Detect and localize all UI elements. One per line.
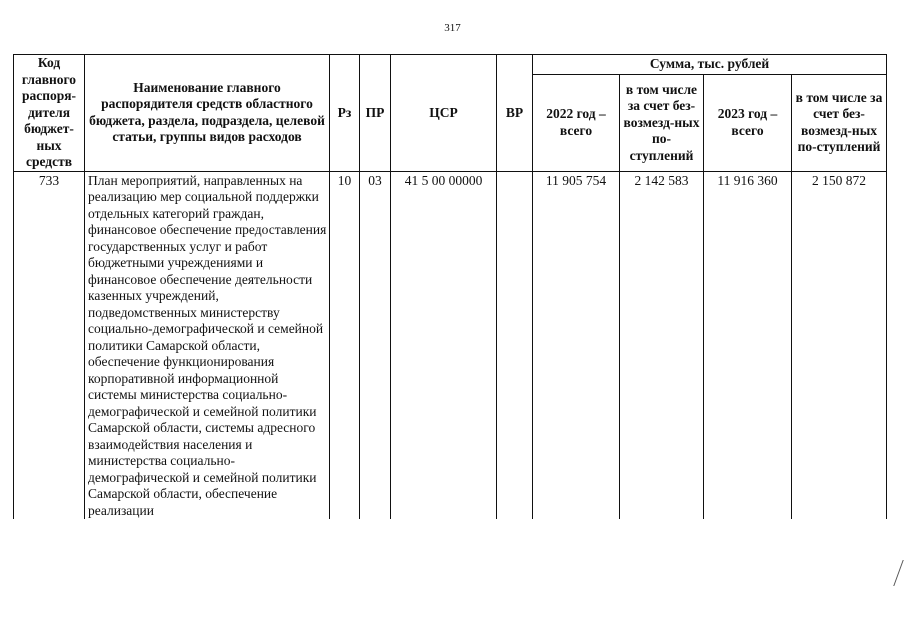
header-row-top (14, 55, 887, 75)
cell-2023-total: 11 916 360 (704, 171, 792, 519)
header-summa: Сумма, тыс. рублей (533, 55, 887, 75)
cell-pr: 03 (360, 171, 391, 519)
budget-table (13, 54, 887, 519)
cell-name: План мероприятий, направленных на реализацию мер социальной поддержки отдельных категорий граждан, финансовое обеспечение предоставления государственных услуг и работ бюджетными учреждениями и финансовое обеспечение деятельности казенных учреждений, подведомственных министерству социально-демографической и семейной политики Самарской области, обеспечение функционирования корпоративной информационной системы министерства социально-демографической и семейной политики Самарской области, системы адресного взаимодействия населения и министерства социально-демографической и семейной политики Самарской области, обеспечение реализации (85, 171, 330, 519)
header-2022-free: в том числе за счет без-возмезд-ных по-ступлений (620, 75, 704, 172)
cell-2022-total: 11 905 754 (533, 171, 620, 519)
header-pr: ПР (360, 55, 391, 172)
header-csr: ЦСР (391, 55, 497, 172)
header-2023-total: 2023 год – всего (704, 75, 792, 172)
pen-mark (883, 560, 903, 586)
header-kod: Код главного распоря-дителя бюджет-ных средств (14, 55, 85, 172)
table-row (14, 171, 887, 519)
cell-csr: 41 5 00 00000 (391, 171, 497, 519)
cell-kod: 733 (14, 171, 85, 519)
cell-rz: 10 (330, 171, 360, 519)
cell-2023-free: 2 150 872 (792, 171, 887, 519)
header-vr: ВР (497, 55, 533, 172)
cell-vr (497, 171, 533, 519)
page-number: 317 (444, 22, 461, 34)
header-rz: Рз (330, 55, 360, 172)
header-2023-free: в том числе за счет без-возмезд-ных по-ступлений (792, 75, 887, 172)
cell-2022-free: 2 142 583 (620, 171, 704, 519)
header-name: Наименование главного распорядителя средств областного бюджета, раздела, подраздела, целевой статьи, группы видов расходов (85, 55, 330, 172)
header-2022-total: 2022 год – всего (533, 75, 620, 172)
